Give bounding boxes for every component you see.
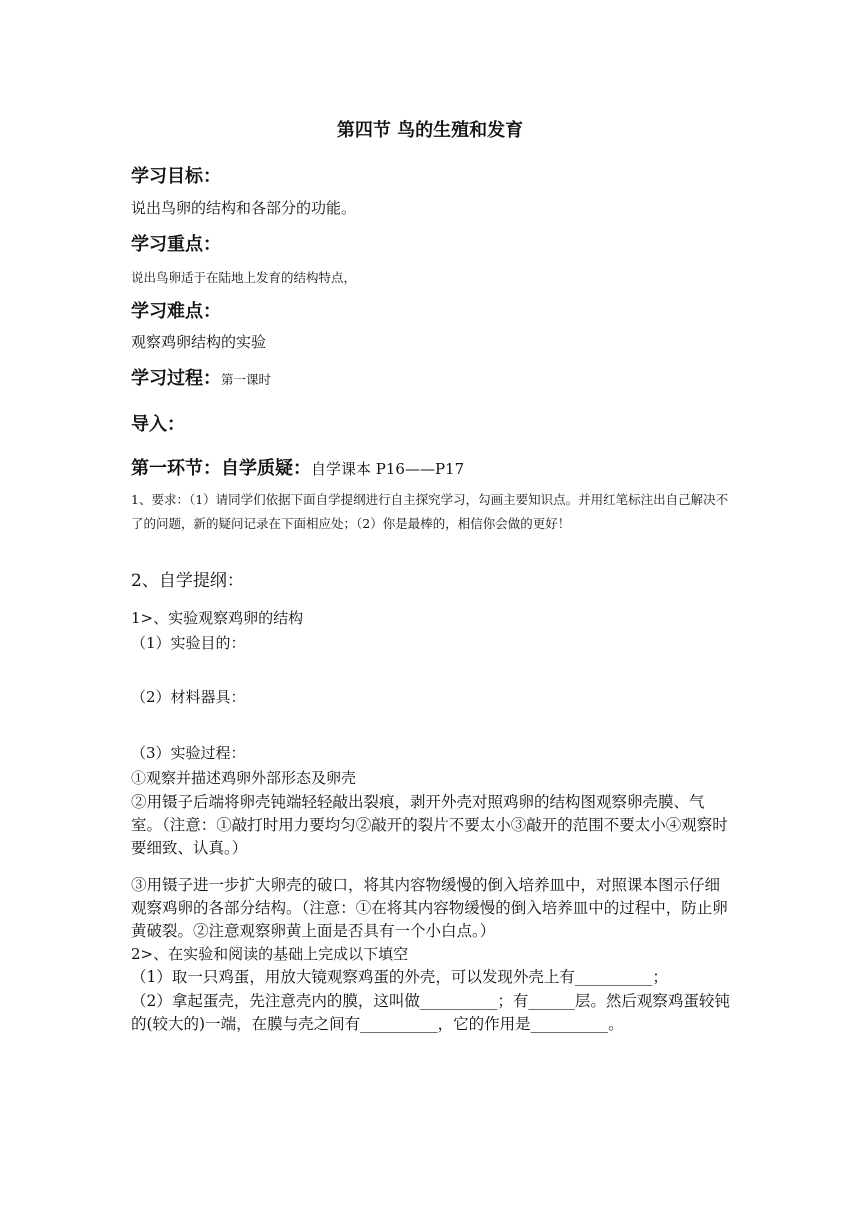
fill-question-2: （2）拿起蛋壳，先注意壳内的膜，这叫做__________；有______层。然后观察鸡蛋较钝的(较大的)一端，在膜与壳之间有__________，它的作用是__________。 [131,992,730,1033]
experiment-materials: （2）材料器具： [131,688,246,706]
experiment-step1: ①观察并描述鸡卵外部形态及卵壳 [131,769,357,787]
requirements-text: 1、要求：（1）请同学们依据下面自学提纲进行自主探究学习，勾画主要知识点。并用红笔标注出自己解决不了的问题，新的疑问记录在下面相应处；（2）你是最棒的，相信你会做的更好！ [131,492,729,531]
experiment-step3: ③用镊子进一步扩大卵壳的破口，将其内容物缓慢的倒入培养皿中，对照课本图示仔细观察鸡卵的各部分结构。（注意：①在将其内容物缓慢的倒入培养皿中的过程中，防止卵黄破裂。②注意观察卵黄上面是否具有一个小白点。） [131,876,728,940]
experiment-purpose: （1）实验目的： [131,634,246,652]
step1-line [131,454,731,480]
step1-heading: 第一环节：自学质疑： [131,458,311,479]
fill-question-1: （1）取一只鸡蛋，用放大镜观察鸡蛋的外壳，可以发现外壳上有__________； [131,968,668,986]
intro-heading: 导入： [131,414,185,435]
goal-text: 说出鸟卵的结构和各部分的功能。 [131,199,357,217]
step1-note: 自学课本 P16——P17 [311,460,465,478]
goal-heading: 学习目标： [131,166,221,187]
experiment-procedure: （3）实验过程： [131,744,246,762]
experiment-heading: 1>、实验观察鸡卵的结构 [131,609,304,627]
experiment-step2: ②用镊子后端将卵壳钝端轻轻敲出裂痕，剥开外壳对照鸡卵的结构图观察卵壳膜、气室。（注意：①敲打时用力要均匀②敲开的裂片不要太小③敲开的范围不要太小④观察时要细致、认真。） [131,793,728,857]
outline-heading: 2、自学提纲： [131,571,244,591]
process-note: 第一课时 [221,372,272,387]
difficulty-heading: 学习难点： [131,301,221,322]
key-text: 说出鸟卵适于在陆地上发育的结构特点， [131,270,357,285]
process-line [131,364,731,390]
difficulty-text: 观察鸡卵结构的实验 [131,333,267,351]
key-heading: 学习重点： [131,234,221,255]
fill-heading: 2>、在实验和阅读的基础上完成以下填空 [131,945,409,963]
page-title: 第四节 鸟的生殖和发育 [336,120,524,141]
process-heading: 学习过程： [131,368,221,389]
